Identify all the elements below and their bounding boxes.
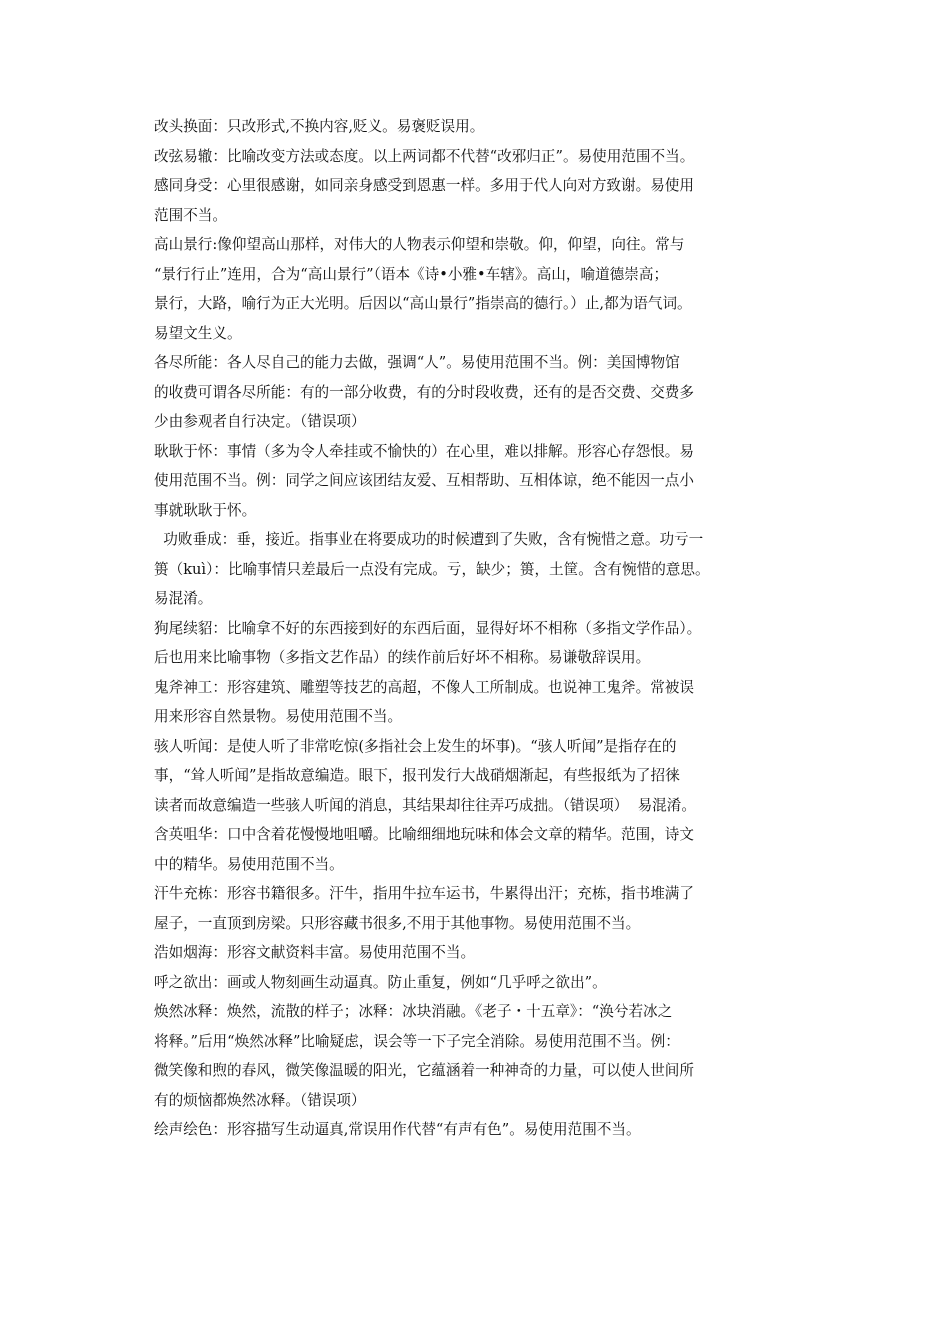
text-line: 汗牛充栋：形容书籍很多。汗牛，指用牛拉车运书，牛累得出汗；充栋，指书堆满了 xyxy=(154,885,694,902)
text-line: 景行，大路，喻行为正大光明。后因以“高山景行”指崇高的德行。）止,都为语气词。 xyxy=(154,295,692,312)
text-line: 浩如烟海：形容文献资料丰富。易使用范围不当。 xyxy=(154,944,476,961)
document-body xyxy=(154,112,804,1145)
text-line: 微笑像和煦的春风，微笑像温暖的阳光，它蕴涵着一种神奇的力量，可以使人世间所 xyxy=(154,1062,694,1079)
text-line: 读者而故意编造一些骇人听闻的消息，其结果却往往弄巧成拙。（错误项） 易混淆。 xyxy=(154,796,696,814)
text-line: 功败垂成：垂，接近。指事业在将要成功的时候遭到了失败，含有惋惜之意。功亏一 xyxy=(154,531,704,548)
text-line: 感同身受：心里很感谢，如同亲身感受到恩惠一样。多用于代人向对方致谢。易使用 xyxy=(154,177,694,194)
text-line: 改弦易辙：比喻改变方法或态度。以上两词都不代替“改邪归正”。易使用范围不当。 xyxy=(154,147,695,165)
text-line: 屋子，一直顶到房梁。只形容藏书很多,不用于其他事物。易使用范围不当。 xyxy=(154,914,641,932)
text-line: “景行行止”连用，合为“高山景行”（语本《诗•小雅•车辖》。高山，喻道德崇高； xyxy=(154,265,669,283)
text-line: 各尽所能：各人尽自己的能力去做，强调“人”。易使用范围不当。例：美国博物馆 xyxy=(154,354,680,371)
text-line: 鬼斧神工：形容建筑、雕塑等技艺的高超，不像人工所制成。也说神工鬼斧。常被误 xyxy=(154,678,694,696)
text-line: 焕然冰释：焕然，流散的样子；冰释：冰块消融。《老子・十五章》：“涣兮若冰之 xyxy=(154,1003,673,1020)
text-line: 呼之欲出：画或人物刻画生动逼真。防止重复，例如“几乎呼之欲出”。 xyxy=(154,973,607,991)
text-line: 易望文生义。 xyxy=(154,324,242,342)
text-line: 事就耿耿于怀。 xyxy=(154,501,257,519)
text-line: 中的精华。易使用范围不当。 xyxy=(154,855,344,873)
text-line: 改头换面：只改形式,不换内容,贬义。易褒贬误用。 xyxy=(154,118,485,135)
text-line: 事，“耸人听闻”是指故意编造。眼下，报刊发行大战硝烟渐起，有些报纸为了招徕 xyxy=(154,767,680,784)
text-line: 骇人听闻：是使人听了非常吃惊(多指社会上发生的坏事)。“骇人听闻”是指存在的 xyxy=(154,737,677,755)
text-line: 耿耿于怀：事情（多为令人牵挂或不愉快的）在心里，难以排解。形容心存怨恨。易 xyxy=(154,442,694,460)
text-line: 高山景行:像仰望高山那样，对伟大的人物表示仰望和崇敬。仰，仰望，向往。常与 xyxy=(154,236,685,253)
text-line: 使用范围不当。例：同学之间应该团结友爱、互相帮助、互相体谅，绝不能因一点小 xyxy=(154,472,694,489)
text-line: 后也用来比喻事物（多指文艺作品）的续作前后好坏不相称。易谦敬辞误用。 xyxy=(154,649,651,666)
text-line: 篑（kuì）：比喻事情只差最后一点没有完成。亏，缺少；篑，土筐。含有惋惜的意思。 xyxy=(154,560,710,578)
text-line: 狗尾续貂：比喻拿不好的东西接到好的东西后面，显得好坏不相称（多指文学作品）。 xyxy=(154,619,702,637)
text-line: 含英咀华：口中含着花慢慢地咀嚼。比喻细细地玩味和体会文章的精华。范围，诗文 xyxy=(154,826,694,843)
text-line: 用来形容自然景物。易使用范围不当。 xyxy=(154,708,403,725)
text-line: 少由参观者自行决定。（错误项） xyxy=(154,413,366,430)
text-line: 绘声绘色：形容描写生动逼真,常误用作代替“有声有色”。易使用范围不当。 xyxy=(154,1121,641,1138)
text-line: 范围不当。 xyxy=(154,206,227,224)
text-line: 将释。”后用“焕然冰释”比喻疑虑，误会等一下子完全消除。易使用范围不当。例： xyxy=(154,1032,680,1050)
text-line: 易混淆。 xyxy=(154,590,213,607)
text-line: 的收费可谓各尽所能：有的一部分收费，有的分时段收费，还有的是否交费、交费多 xyxy=(154,383,694,401)
text-line: 有的烦恼都焕然冰释。（错误项） xyxy=(154,1091,366,1109)
